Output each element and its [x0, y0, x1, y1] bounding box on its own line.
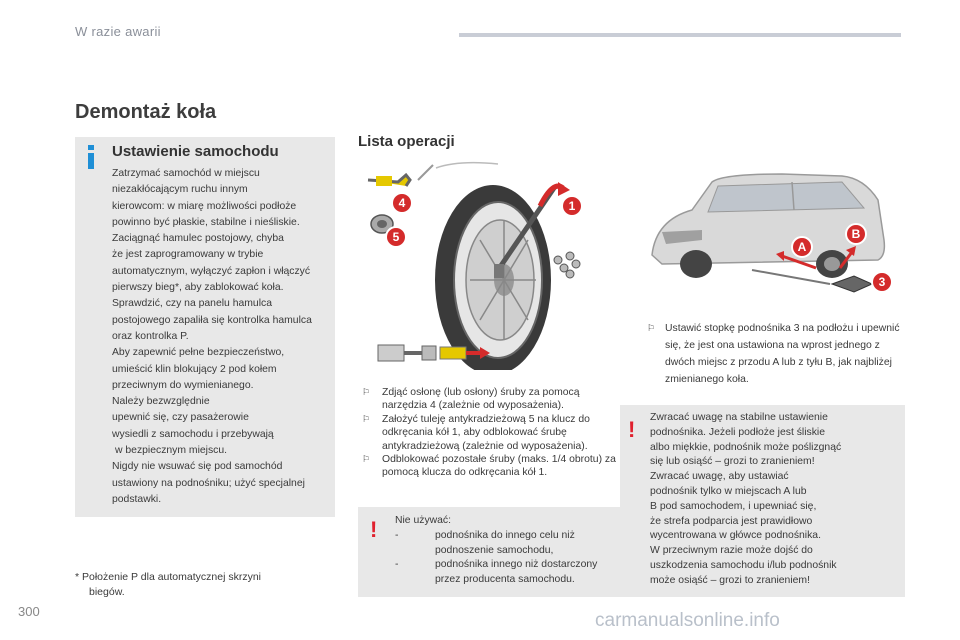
info-line: Należy bezwzględnie: [112, 396, 210, 408]
info-line: Zatrzymać samochód w miejscu: [112, 168, 260, 179]
warning-box-1: [358, 507, 620, 597]
info-line: upewnić się, czy pasażerowie: [112, 412, 249, 424]
warning-2-line: uszkodzenia samochodu i/lub podnośnik: [650, 559, 837, 571]
warning-2-line: może osiąść – grozi to zranieniem!: [650, 574, 810, 586]
warning-2-line: Zwracać uwagę na stabilne ustawienie: [650, 412, 828, 423]
warning-2-text: [650, 411, 900, 589]
callout-4-label: 4: [398, 196, 406, 210]
warning-icon: !: [370, 517, 378, 542]
callout-5-label: 5: [392, 230, 400, 244]
info-line: ustawiony na podnośniku; użyć specjalnej: [112, 477, 305, 489]
list-item: [362, 453, 624, 480]
info-line: że jest zaprogramowany w trybie: [112, 249, 264, 261]
info-line: niezakłócającym ruchu innym: [112, 184, 248, 196]
page-number: 300: [18, 604, 40, 619]
info-line: Nigdy nie wsuwać się pod samochód: [112, 461, 283, 473]
info-line: Zaciągnąć hamulec postojowy, chyba: [112, 233, 284, 245]
operations-list: [362, 386, 624, 480]
list-item: [362, 413, 624, 453]
flag-icon: ⚐: [647, 323, 656, 333]
list-item-text: Zdjąć osłonę (lub osłony) śruby za pomocą narzędzia 4 (zależnie od wyposażenia).: [382, 387, 580, 412]
info-line: pierwszy bieg*, aby zablokować koła.: [112, 282, 284, 294]
list-item: [362, 386, 624, 413]
callout-b-label: B: [851, 227, 861, 241]
car-jack-illustration: [632, 160, 906, 305]
info-line: postojowego zapaliła się kontrolka hamulca: [112, 314, 312, 326]
info-line: Sprawdzić, czy na panelu hamulca: [112, 298, 272, 310]
flag-icon: ⚐: [362, 387, 371, 397]
footnote-line: biegów.: [89, 586, 125, 598]
jack-step-text: Ustawić stopkę podnośnika 3 na podłożu i upewnić się, że jest ona ustawiona na wprost jednego z dwóch miejsc z przodu A lub z tyłu B, jak najbliżej zmienianego koła.: [665, 323, 900, 385]
warning-2-line: że strefa podparcia jest prawidłowo: [650, 515, 813, 527]
warning-1-item: podnośnika do innego celu niż podnoszenie samochodu,: [435, 529, 575, 556]
flag-icon: ⚐: [362, 454, 371, 465]
warning-2-line: wycentrowana w główce podnośnika.: [650, 530, 821, 542]
warning-1-intro: Nie używać:: [395, 515, 452, 526]
warning-2-line: Zwracać uwagę, aby ustawiać: [650, 471, 789, 483]
section-title: W razie awarii: [75, 24, 161, 39]
callout-a-label: A: [797, 240, 807, 254]
header-bar: [459, 33, 901, 37]
list-item-text: Założyć tuleję antykradzieżową 5 na klucz do odkręcania kół 1, aby odblokować śrubę antykradzieżową (zależnie od wyposażenia).: [382, 413, 590, 452]
watermark: carmanualsonline.info: [595, 610, 780, 631]
warning-icon: !: [628, 417, 636, 442]
warning-1-item: podnośnika innego niż dostarczony przez producenta samochodu.: [435, 559, 598, 586]
wheel-illustration: [358, 160, 620, 370]
page-title: Demontaż koła: [75, 101, 217, 123]
jack-step: [647, 320, 907, 388]
warning-box-2: [620, 405, 905, 597]
list-item-text: Odblokować pozostałe śruby (maks. 1/4 obrotu) za pomocą klucza do odkręcania kół 1.: [382, 454, 616, 479]
info-line: podstawki.: [112, 493, 162, 505]
footnote-line: * Położenie P dla automatycznej skrzyni: [75, 571, 261, 583]
info-line: umieścić klin blokujący 2 pod kołem: [112, 363, 277, 375]
operations-heading: Lista operacji: [358, 133, 455, 150]
info-line: powinno być płaskie, stabilne i nieśliskie.: [112, 216, 300, 228]
callout-3-label: 3: [878, 275, 886, 289]
info-line: przeciwnym do wymienianego.: [112, 379, 254, 391]
warning-1-text: Nie używać: - podnośnika do innego celu niż podnoszenie samochodu, - podnośnika innego niż dostarczony przez producenta samochodu.: [395, 514, 613, 588]
info-line: oraz kontrolka P.: [112, 330, 189, 342]
info-line: w bezpiecznym miejscu.: [115, 445, 228, 457]
warning-2-line: albo miękkie, podnośnik może poślizgnąć: [650, 441, 842, 453]
callout-1-label: 1: [568, 199, 576, 213]
warning-2-line: W przeciwnym razie może dojść do: [650, 545, 813, 557]
footnote: [75, 570, 330, 600]
warning-2-line: B pod samochodem, i upewniać się,: [650, 500, 817, 512]
info-line: automatycznym, wyłączyć zapłon i włączyć: [112, 265, 311, 277]
info-heading: Ustawienie samochodu: [112, 143, 279, 160]
warning-2-line: podnośnik tylko w miejscach A lub: [650, 485, 807, 497]
info-line: Aby zapewnić pełne bezpieczeństwo,: [112, 347, 285, 359]
info-line: kierowcom: w miarę możliwości podłoże: [112, 200, 297, 212]
info-icon: [84, 143, 98, 171]
info-text: [112, 166, 330, 508]
info-line: wysiedli z samochodu i przebywają: [112, 428, 274, 440]
warning-2-line: się lub osiąść – grozi to zranieniem!: [650, 456, 815, 468]
warning-2-line: podnośnika. Jeżeli podłoże jest śliskie: [650, 426, 826, 438]
flag-icon: ⚐: [362, 413, 371, 424]
